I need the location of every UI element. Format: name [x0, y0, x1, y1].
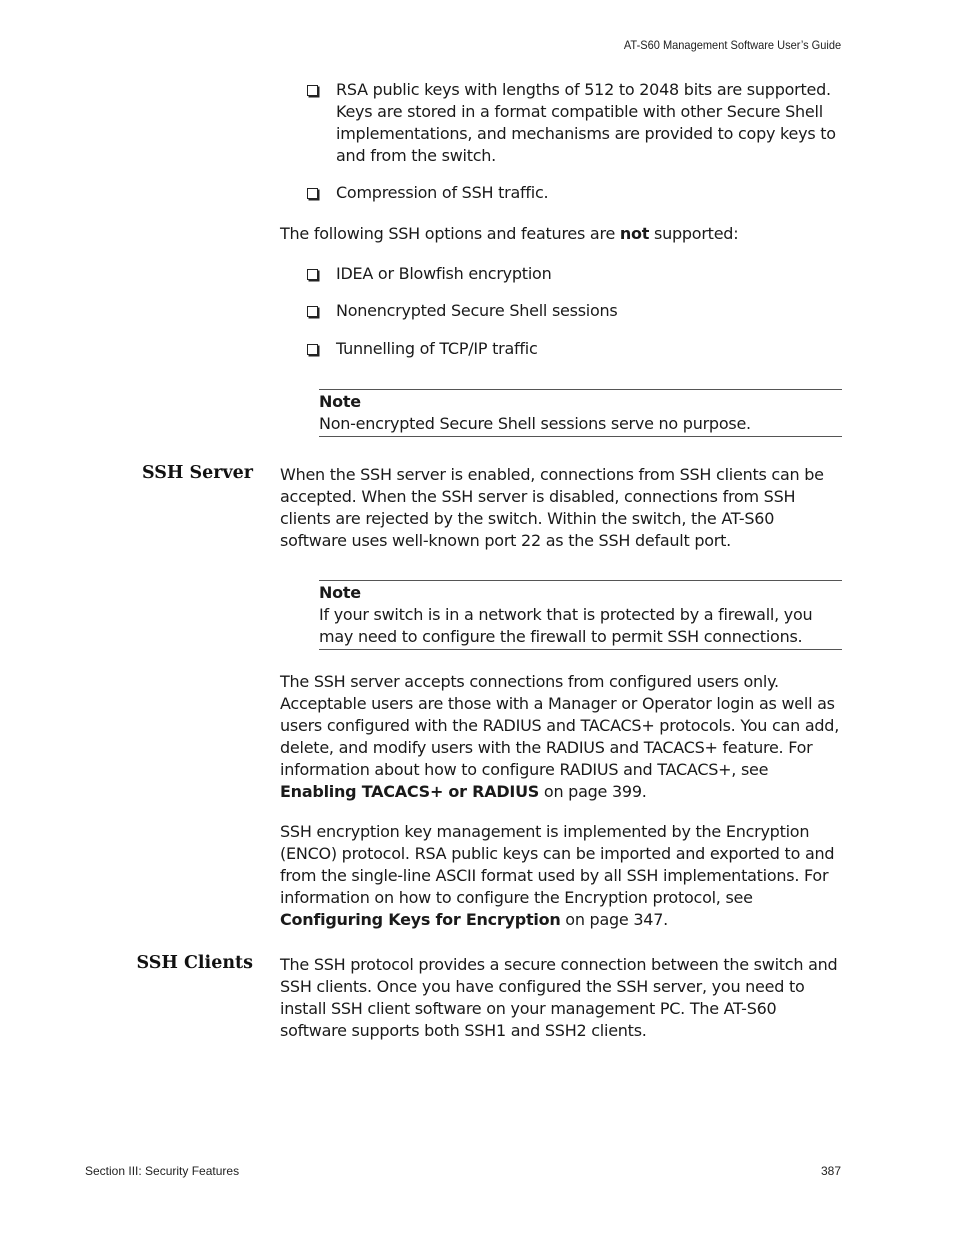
- note-label: Note: [319, 583, 361, 602]
- ssh-server-paragraph-2: [280, 671, 842, 803]
- paragraph-text-end: on page 347.: [560, 910, 668, 929]
- footer-section: Section III: Security Features: [85, 1164, 240, 1178]
- note-label: Note: [319, 392, 361, 411]
- list-item: [306, 338, 842, 360]
- running-header: AT-S60 Management Software User’s Guide: [623, 38, 841, 52]
- section-heading-ssh-server: SSH Server: [141, 463, 253, 483]
- list-item-text: RSA public keys with lengths of 512 to 2048 bits are supported. Keys are stored in a format compatible with other Secure Shell implementations, and mechanisms are provided to copy keys to and from the switch.: [336, 80, 836, 165]
- checkbox-bullet-icon: [307, 306, 318, 317]
- paragraph-text: The SSH server accepts connections from configured users only. Acceptable users are those with a Manager or Operator login as well as users configured with the RADIUS and TACACS+ protocols. You can add, delete, and modify users with the RADIUS and TACACS+ feature. For information about how to configure RADIUS and TACACS+, see: [280, 672, 840, 779]
- list-item-text: IDEA or Blowfish encryption: [336, 264, 552, 283]
- paragraph-text: SSH encryption key management is implemented by the Encryption (ENCO) protocol. RSA public keys can be imported and exported to and from the single-line ASCII format used by all SSH implementations. For information on how to configure the Encryption protocol, see: [280, 822, 835, 907]
- list-item: [306, 300, 842, 322]
- intro-text-end: supported:: [649, 224, 739, 243]
- list-item: [306, 79, 842, 167]
- checkbox-bullet-icon: [307, 85, 318, 96]
- note-box: [319, 389, 842, 437]
- intro-text: The following SSH options and features are: [280, 224, 620, 243]
- ssh-server-paragraph-3: [280, 821, 842, 931]
- checkbox-bullet-icon: [307, 188, 318, 199]
- list-item-text: Nonencrypted Secure Shell sessions: [336, 301, 618, 320]
- list-item: [306, 182, 842, 204]
- ssh-clients-paragraph-1: The SSH protocol provides a secure connection between the switch and SSH clients. Once you have configured the SSH server, you need to install SSH client software on your management PC. The AT-S60 software supports both SSH1 and SSH2 clients.: [280, 955, 838, 1040]
- cross-reference-link[interactable]: Enabling TACACS+ or RADIUS: [280, 782, 540, 801]
- page-number: 387: [820, 1164, 841, 1178]
- paragraph-text-end: on page 399.: [539, 782, 647, 801]
- note-text: If your switch is in a network that is protected by a firewall, you may need to configure the firewall to permit SSH connections.: [319, 605, 813, 646]
- list-item-text: Tunnelling of TCP/IP traffic: [336, 339, 538, 358]
- intro-emphasis: not: [619, 224, 650, 243]
- checkbox-bullet-icon: [307, 344, 318, 355]
- note-box: [319, 580, 842, 650]
- section-heading-ssh-clients: SSH Clients: [136, 953, 253, 973]
- cross-reference-link[interactable]: Configuring Keys for Encryption: [280, 910, 561, 929]
- not-supported-intro: [280, 223, 842, 245]
- checkbox-bullet-icon: [307, 269, 318, 280]
- note-text: Non-encrypted Secure Shell sessions serve no purpose.: [319, 414, 751, 433]
- ssh-server-paragraph-1: When the SSH server is enabled, connections from SSH clients can be accepted. When the SSH server is disabled, connections from SSH clients are rejected by the switch. Within the switch, the AT-S60 software uses well-known port 22 as the SSH default port.: [280, 465, 824, 550]
- list-item-text: Compression of SSH traffic.: [336, 183, 549, 202]
- list-item: [306, 263, 842, 285]
